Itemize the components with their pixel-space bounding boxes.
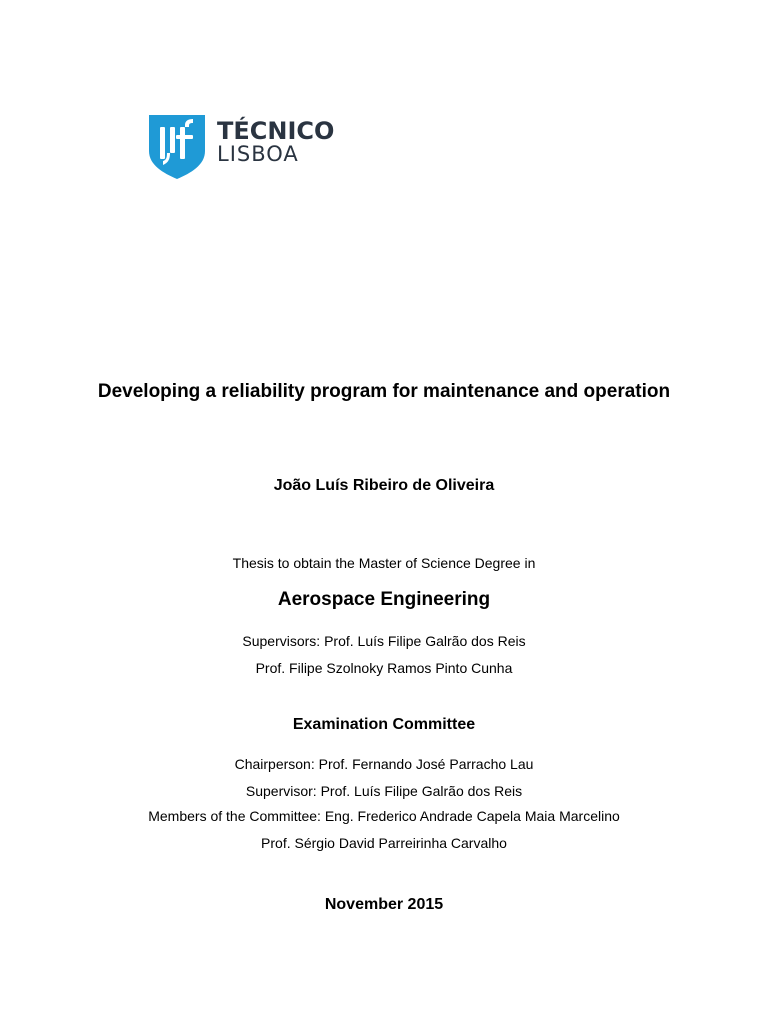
supervisor-line: Supervisors: Prof. Luís Filipe Galrão dos Reis xyxy=(242,633,526,649)
ist-shield-icon xyxy=(149,115,205,179)
committee-member-line: Supervisor: Prof. Luís Filipe Galrão dos Reis xyxy=(245,783,523,799)
committee-member-line: Prof. Sérgio David Parreirinha Carvalho xyxy=(261,835,507,851)
logo-line-tecnico: TÉCNICO xyxy=(217,117,335,145)
tecnico-lisboa-logo xyxy=(149,115,335,181)
thesis-date: November 2015 xyxy=(324,896,444,913)
logo-line-lisboa: LISBOA xyxy=(217,142,299,166)
committee-member-line: Chairperson: Prof. Fernando José Parracho Lau xyxy=(234,756,534,772)
committee-member-line: Members of the Committee: Eng. Frederico Andrade Capela Maia Marcelino xyxy=(148,808,620,824)
author-name: João Luís Ribeiro de Oliveira xyxy=(273,477,495,494)
thesis-title: Developing a reliability program for maintenance and operation xyxy=(97,381,671,402)
committee-heading: Examination Committee xyxy=(292,716,476,733)
supervisor-line: Prof. Filipe Szolnoky Ramos Pinto Cunha xyxy=(255,660,513,676)
degree-name: Aerospace Engineering xyxy=(277,589,491,610)
degree-intro: Thesis to obtain the Master of Science Degree in xyxy=(232,555,536,571)
